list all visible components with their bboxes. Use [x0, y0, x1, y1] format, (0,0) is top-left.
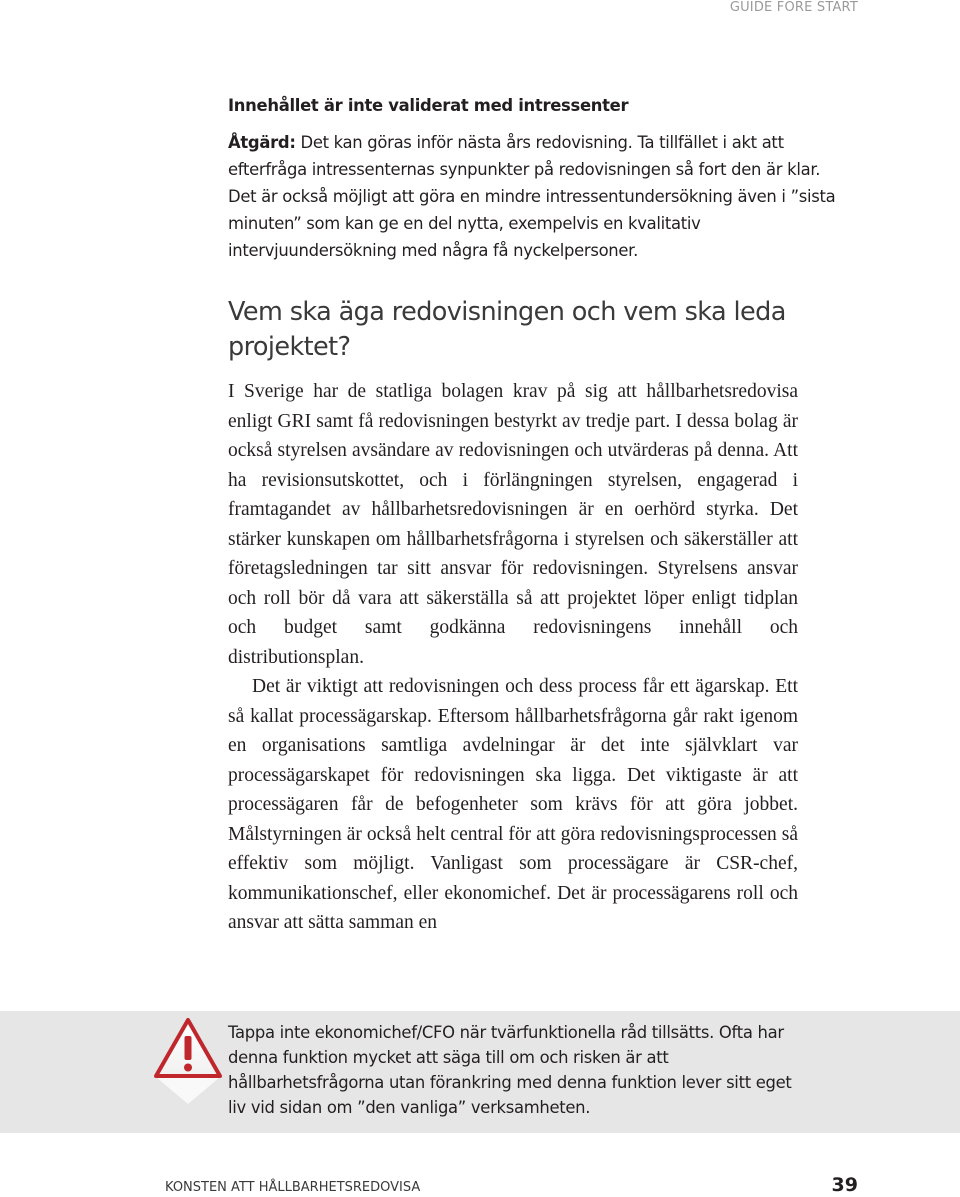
body-paragraph: Det är viktigt att redovisningen och dess process får ett ägarskap. Ett så kallat processägarskap. Eftersom hållbarhetsfrågorna går rakt igenom en organisations samtliga avdelningar är det inte självklart var processägarskapet för redovisningen ska ligga. Det viktigaste är att processägaren får de befogenheter som krävs för att göra jobbet. Målstyrningen är också helt central för att göra redovisningsprocessen så effektiv som möjligt. Vanligast som processägare är CSR-chef, kommunikationschef, eller ekonomichef. Det är processägarens roll och ansvar att sätta samman en: [228, 676, 798, 933]
action-label: Åtgärd:: [228, 133, 296, 152]
body-paragraph: I Sverige har de statliga bolagen krav på sig att hållbarhetsredovisa enligt GRI samt få redovisningen bestyrkt av tredje part. I dessa bolag är också styrelsen avsändare av redovisningen och utvärderas på denna. Att ha revisionsutskottet, och i förlängningen styrelsen, engagerad i framtagandet av hållbarhetsredovisningen är en oerhörd styrka. Det stärker kunskapen om hållbarhetsfrågorna i styrelsen och säkerställer att företagsledningen tar sitt ansvar för redovisningen. Styrelsens ansvar och roll bör då vara att säkerställa så att projektet löper enligt tidplan och budget samt godkänna redovisningens innehåll och distributionsplan.: [228, 381, 798, 668]
body-text: [228, 377, 798, 938]
problem-callout: [228, 92, 838, 264]
section-heading: Vem ska äga redovisningen och vem ska leda projektet?: [228, 297, 786, 362]
callout-title: Innehållet är inte validerat med intressenter: [228, 96, 629, 115]
warning-triangle-icon: [153, 1016, 223, 1106]
page-number: 39: [831, 1174, 858, 1196]
action-text: Det kan göras inför nästa års redovisning. Ta tillfället i akt att efterfråga intressenternas synpunkter på redovisningen så fort den är klar. Det är också möjligt att göra en mindre intressentundersökning även i ”sista minuten” som kan ge en del nytta, exempelvis en kvalitativ intervjuundersökning med några få nyckelpersoner.: [228, 133, 836, 260]
footer-title: KONSTEN ATT HÅLLBARHETSREDOVISA: [165, 1180, 421, 1195]
running-head: GUIDE FÖRE START: [729, 0, 858, 15]
warning-text: Tappa inte ekonomichef/CFO när tvärfunktionella råd tillsätts. Ofta har denna funktion mycket att säga till om och risken är att hållbarhetsfrågorna utan förankring med denna funktion lever sitt eget liv vid sidan om ”den vanliga” verksamheten.: [228, 1023, 792, 1117]
callout-body: [228, 129, 838, 264]
